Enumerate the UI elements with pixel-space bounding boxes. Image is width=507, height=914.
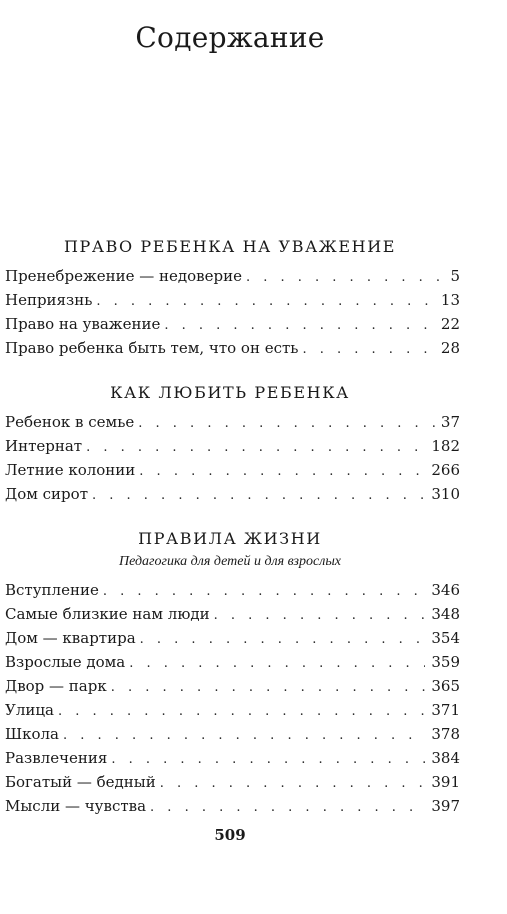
toc-entry-page: 37 — [440, 413, 460, 431]
toc-entry-page: 359 — [431, 653, 460, 671]
dot-leader — [150, 796, 425, 820]
dot-leader — [164, 314, 435, 338]
toc-entry-title: Пренебрежение — недоверие — [5, 267, 242, 285]
toc-entry-title: Богатый — бедный — [5, 773, 156, 791]
dot-leader — [302, 338, 434, 362]
toc-entry-page: 378 — [431, 725, 460, 743]
toc-entry-title: Интернат — [5, 437, 83, 455]
dot-leader — [103, 580, 426, 604]
toc-entry[interactable] — [5, 674, 460, 698]
dot-leader — [138, 412, 435, 436]
toc-entry-title: Школа — [5, 725, 59, 743]
toc-entry[interactable] — [5, 650, 460, 674]
toc-entry[interactable] — [5, 458, 460, 482]
toc-entry-title: Двор — парк — [5, 677, 107, 695]
toc-entry-page: 391 — [431, 773, 460, 791]
toc-entry-page: 5 — [450, 267, 460, 285]
dot-leader — [139, 460, 425, 484]
toc-section-pravo-rebenka — [0, 236, 507, 360]
toc-entry[interactable] — [5, 312, 460, 336]
toc-entry-page: 348 — [431, 605, 460, 623]
toc-section-pravila-zhizni — [0, 528, 507, 818]
dot-leader — [92, 484, 425, 508]
toc-entry-title: Мысли — чувства — [5, 797, 147, 815]
toc-entry-title: Самые близкие нам люди — [5, 605, 210, 623]
section-heading: КАК ЛЮБИТЬ РЕБЕНКА — [110, 383, 350, 402]
toc-entry[interactable] — [5, 722, 460, 746]
toc-entry-list — [0, 264, 507, 360]
page-title: Содержание — [135, 20, 325, 54]
toc-entry-page: 384 — [431, 749, 460, 767]
toc-entry[interactable] — [5, 336, 460, 360]
toc-entry[interactable] — [5, 578, 460, 602]
toc-entry-title: Ребенок в семье — [5, 413, 135, 431]
toc-entry[interactable] — [5, 698, 460, 722]
dot-leader — [214, 604, 426, 628]
toc-entry[interactable] — [5, 626, 460, 650]
dot-leader — [111, 748, 425, 772]
toc-entry-page: 346 — [431, 581, 460, 599]
dot-leader — [129, 652, 425, 676]
toc-entry-page: 28 — [440, 339, 460, 357]
toc-entry[interactable] — [5, 288, 460, 312]
toc-entry-page: 13 — [440, 291, 460, 309]
dot-leader — [96, 290, 435, 314]
toc-entry-page: 310 — [431, 485, 460, 503]
toc-entry-title: Летние колонии — [5, 461, 136, 479]
toc-entry-title: Неприязнь — [5, 291, 93, 309]
toc-entry-page: 371 — [431, 701, 460, 719]
toc-entry-title: Вступление — [5, 581, 99, 599]
dot-leader — [111, 676, 426, 700]
toc-entry-page: 182 — [431, 437, 460, 455]
toc-entry-list — [0, 410, 507, 506]
toc-entry-page: 354 — [431, 629, 460, 647]
toc-entry[interactable] — [5, 602, 460, 626]
section-heading: ПРАВО РЕБЕНКА НА УВАЖЕНИЕ — [63, 237, 397, 256]
page-number: 509 — [214, 826, 246, 844]
dot-leader — [86, 436, 425, 460]
toc-entry-list — [0, 578, 507, 818]
toc-entry[interactable] — [5, 264, 460, 288]
toc-entry-title: Улица — [5, 701, 54, 719]
dot-leader — [246, 266, 444, 290]
dot-leader — [63, 724, 425, 748]
toc-entry-title: Право на уважение — [5, 315, 161, 333]
toc-entry[interactable] — [5, 410, 460, 434]
toc-entry-page: 365 — [431, 677, 460, 695]
toc-entry-page: 397 — [431, 797, 460, 815]
section-heading: ПРАВИЛА ЖИЗНИ — [138, 529, 322, 548]
toc-entry[interactable] — [5, 746, 460, 770]
dot-leader — [140, 628, 426, 652]
toc-entry[interactable] — [5, 794, 460, 818]
toc-entry-title: Дом — квартира — [5, 629, 136, 647]
toc-entry-title: Дом сирот — [5, 485, 88, 503]
toc-entry[interactable] — [5, 434, 460, 458]
toc-entry-title: Развлечения — [5, 749, 108, 767]
dot-leader — [58, 700, 425, 724]
toc-section-kak-lyubit — [0, 382, 507, 506]
toc-entry[interactable] — [5, 482, 460, 506]
dot-leader — [160, 772, 426, 796]
toc-entry-title: Взрослые дома — [5, 653, 126, 671]
section-subtitle: Педагогика для детей и для взрослых — [118, 554, 342, 569]
toc-entry-page: 266 — [431, 461, 460, 479]
toc-entry-title: Право ребенка быть тем, что он есть — [5, 339, 299, 357]
toc-entry[interactable] — [5, 770, 460, 794]
toc-entry-page: 22 — [440, 315, 460, 333]
